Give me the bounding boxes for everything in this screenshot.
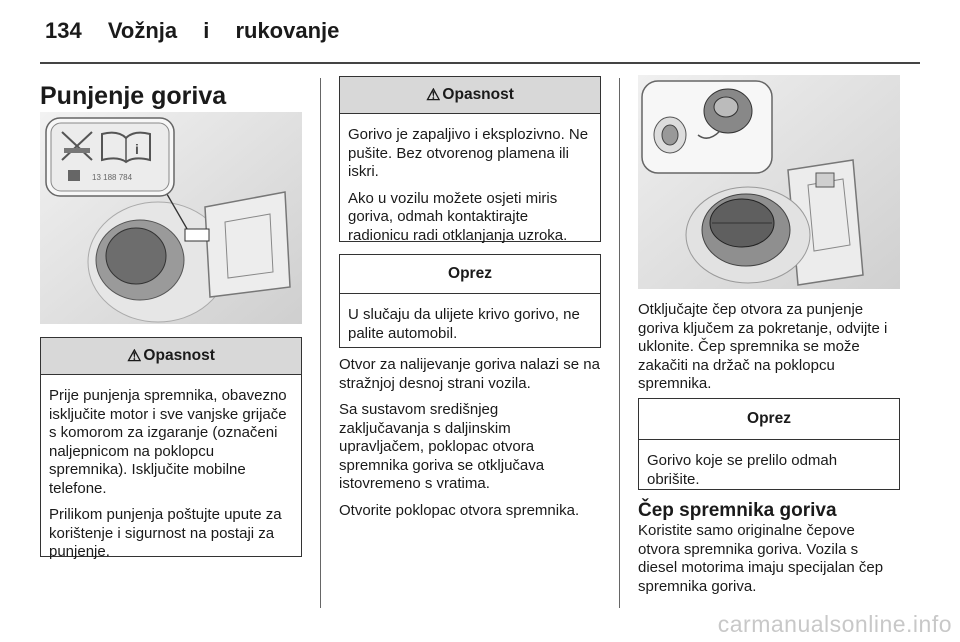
figure-code: 13 188 784 xyxy=(92,173,133,182)
danger-box-left xyxy=(40,337,302,560)
fuel-flap-drawing xyxy=(40,112,302,324)
caution-box-middle xyxy=(339,254,601,348)
danger-box-title: Opasnost xyxy=(442,86,514,103)
section-title: Punjenje goriva xyxy=(40,82,227,110)
danger-box-title: Opasnost xyxy=(143,347,215,364)
body-paragraph: Otključajte čep otvora za punjenje goriva ključem za pokretanje, odvijte i uklonite. Čep spremnika se može zakačiti na držač na poklopcu spremnika. xyxy=(638,301,888,392)
fuel-cap-drawing xyxy=(638,75,900,289)
danger-box-middle xyxy=(339,76,601,242)
subsection-title: Čep spremnika goriva xyxy=(638,500,837,521)
danger-box-text: Prilikom punjenja poštujte upute za korištenje i sigurnost na postaji za punjenje. xyxy=(49,506,282,560)
right-body-text xyxy=(638,301,903,402)
body-paragraph: Otvorite poklopac otvora spremnika. xyxy=(339,501,580,519)
middle-body-text xyxy=(339,356,604,528)
chapter-title: Vožnja i rukovanje xyxy=(107,18,340,43)
warning-triangle-icon: ⚠ xyxy=(127,348,142,365)
header-divider xyxy=(40,62,920,64)
danger-box-header xyxy=(41,338,301,375)
danger-box-text: Ako u vozilu možete osjeti miris goriva, odmah kontaktirajte radionicu radi otklanjanja uzroka. xyxy=(348,189,568,244)
column-divider-2 xyxy=(619,78,620,608)
page-header xyxy=(45,18,339,44)
body-paragraph: Sa sustavom središnjeg zaključavanja s daljinskim upravljačem, poklopac otvora spremnika goriva se otključava istovremeno s vratima. xyxy=(339,401,545,492)
caution-box-header xyxy=(639,399,899,440)
warning-triangle-icon: ⚠ xyxy=(426,87,441,104)
svg-text:i: i xyxy=(135,141,139,157)
body-paragraph: Otvor za nalijevanje goriva nalazi se na stražnjoj desnoj strani vozila. xyxy=(339,356,600,392)
danger-box-text: Prije punjenja spremnika, obavezno isključite motor i sve vanjske grijače s komorom za izgaranje (označeni naljepnicom na poklopcu spremnika). Isključite mobilne telefone. xyxy=(49,387,287,497)
watermark: carmanualsonline.info xyxy=(717,611,952,637)
caution-box-title: Oprez xyxy=(448,265,492,282)
fuel-cap-illustration xyxy=(638,75,900,289)
caution-box-text: Gorivo koje se prelilo odmah obrišite. xyxy=(647,452,838,488)
danger-box-header xyxy=(340,77,600,114)
subsection-text xyxy=(638,522,900,604)
caution-box-header xyxy=(340,255,600,294)
caution-box-right xyxy=(638,398,900,490)
fuel-flap-illustration xyxy=(40,112,302,324)
danger-box-text: Gorivo je zapaljivo i eksplozivno. Ne pušite. Bez otvorenog plamena ili iskri. xyxy=(348,126,589,180)
caution-box-text: U slučaju da ulijete krivo gorivo, ne palite automobil. xyxy=(348,306,580,342)
page-number: 134 xyxy=(45,18,82,43)
caution-box-title: Oprez xyxy=(747,410,791,427)
column-divider-1 xyxy=(320,78,321,608)
body-paragraph: Koristite samo originalne čepove otvora spremnika goriva. Vozila s diesel motorima imaju specijalan čep spremnika goriva. xyxy=(638,522,884,595)
